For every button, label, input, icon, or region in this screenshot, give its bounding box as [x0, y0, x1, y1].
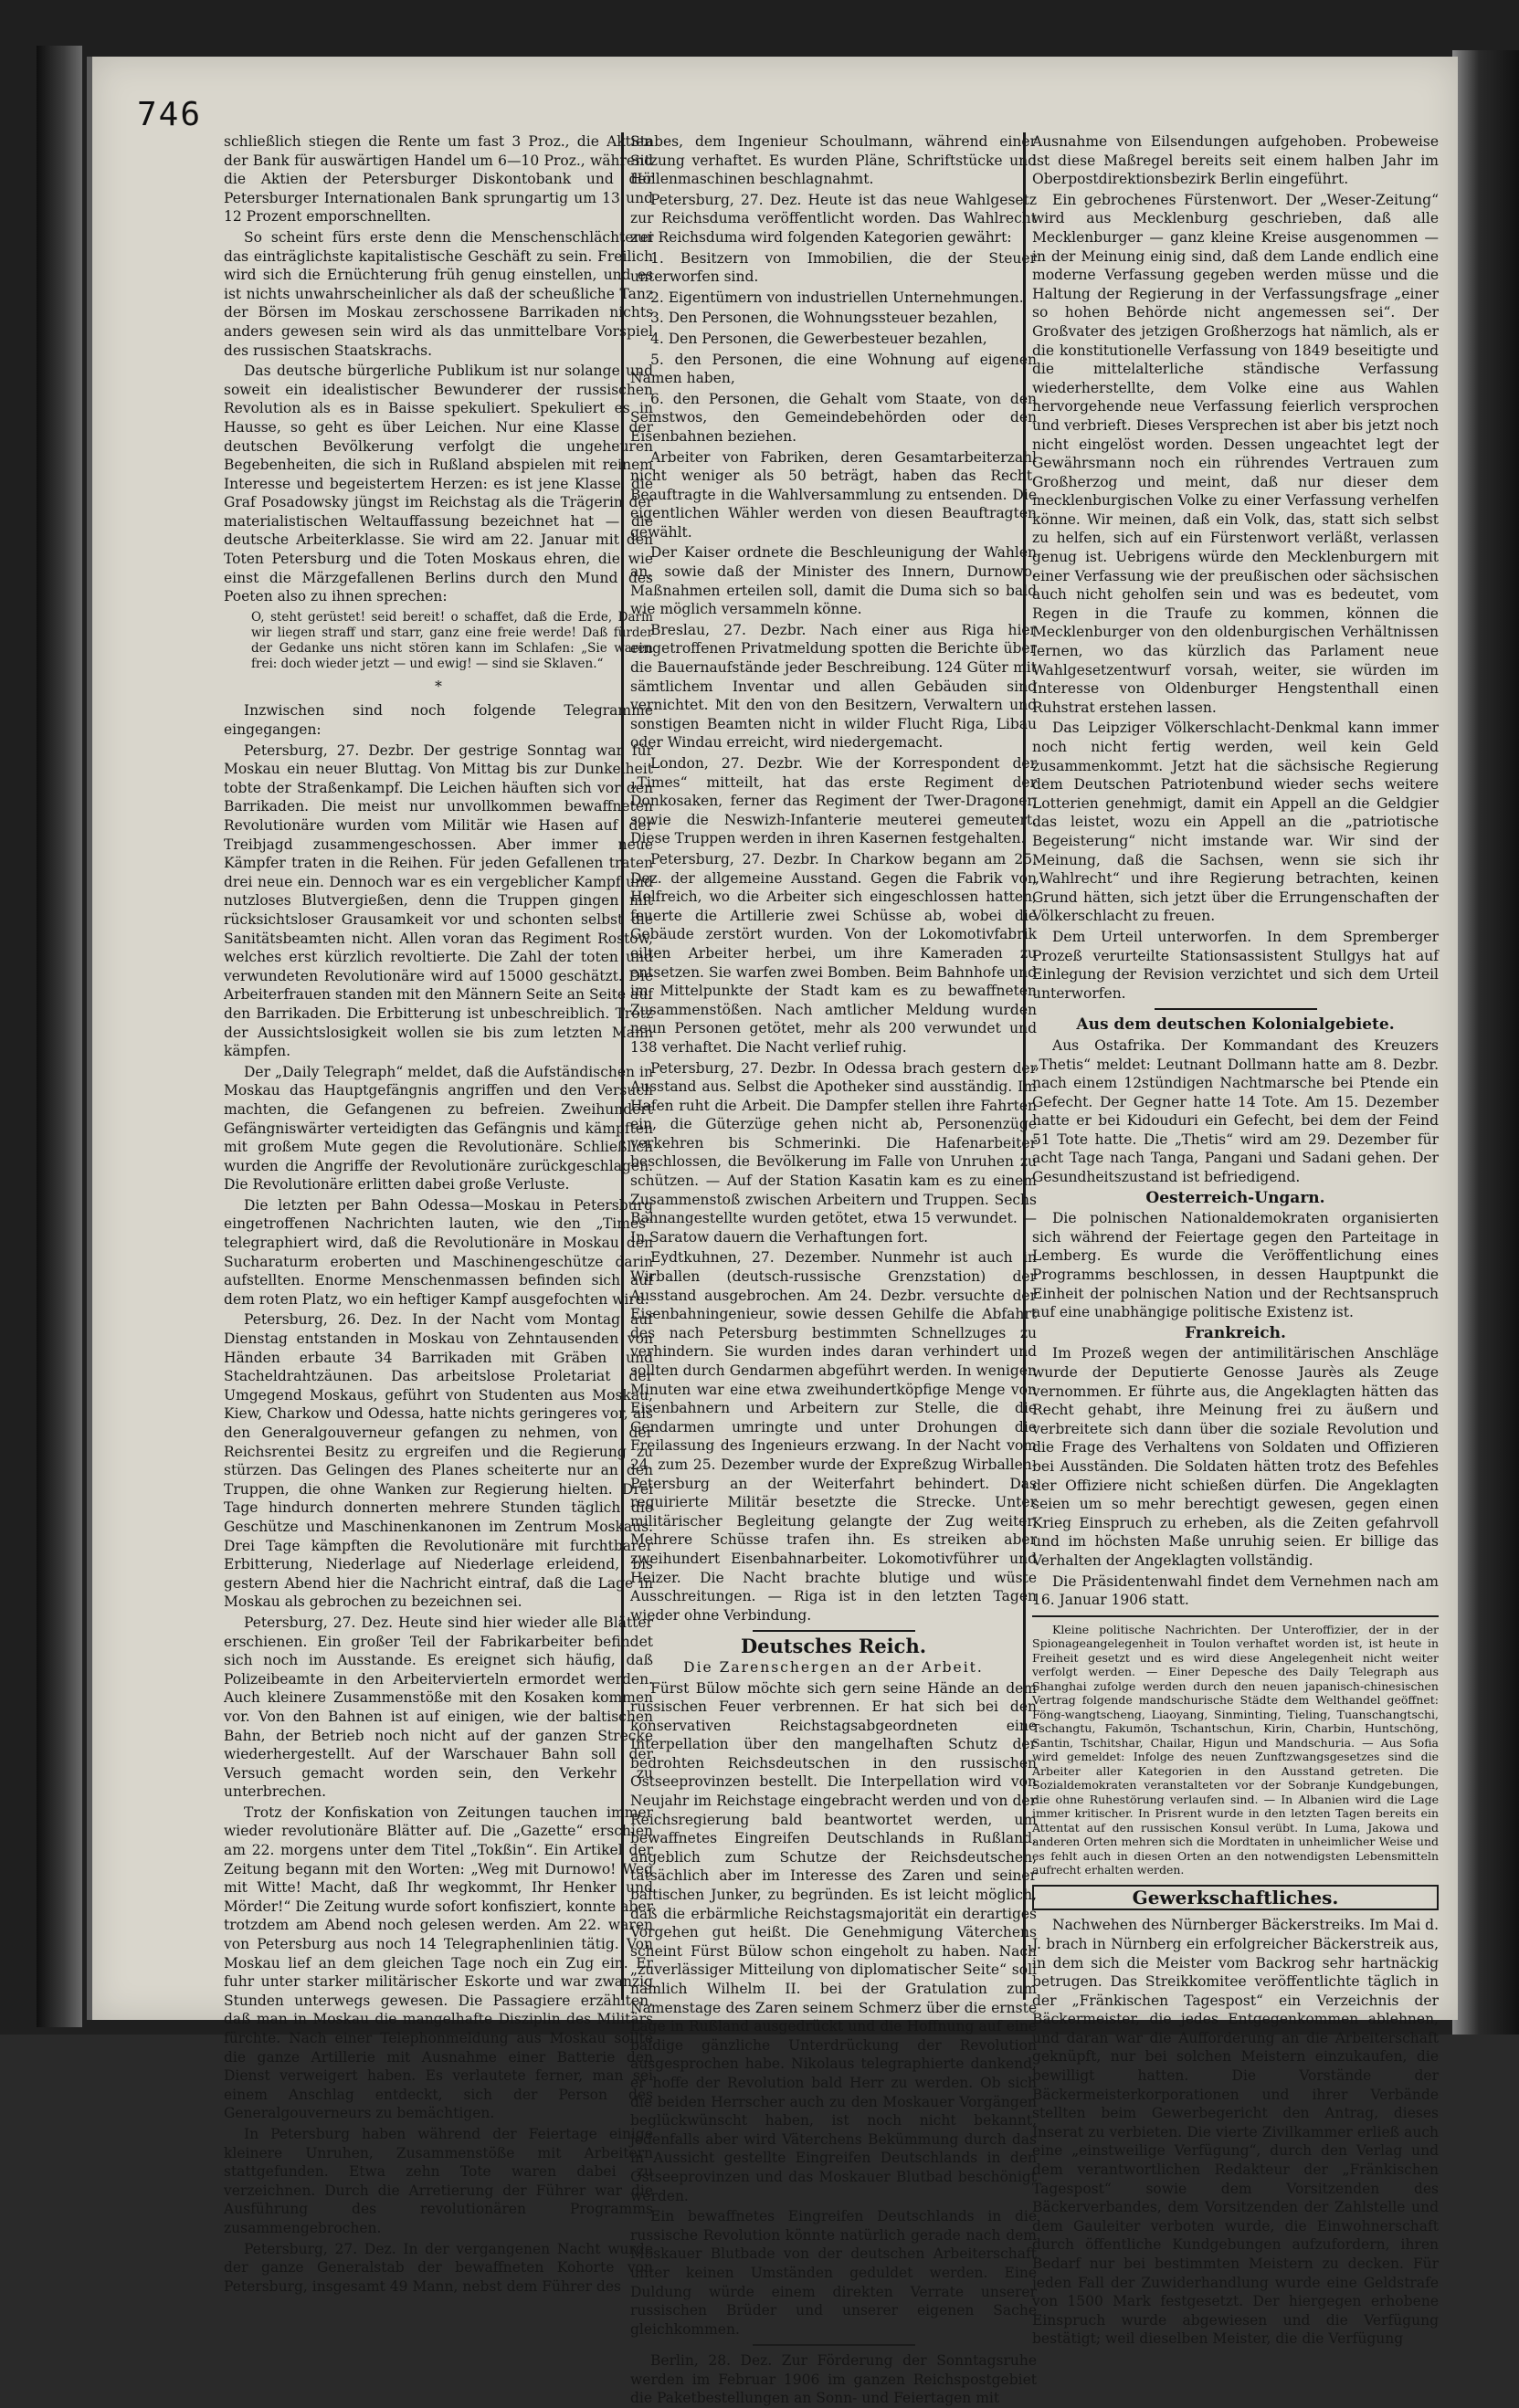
separator: *	[435, 678, 442, 695]
section-heading-oesterreich: Oesterreich-Ungarn.	[1145, 1188, 1325, 1207]
paragraph: Die Präsidentenwahl findet dem Vernehmen nach am 16. Januar 1906 statt.	[1032, 1572, 1439, 1609]
paragraph: Fürst Bülow möchte sich gern seine Hände an dem russischen Feuer verbrennen. Er hat sich bei den konservativen Reichstagsabgeordneten eine Interpellation über den mangelhaften Schutz der bedrohten Reichsdeutschen in den russischen Ostseeprovinzen bestellt. Die Interpellation wird von Neujahr im Reichstage eingebracht werden und von der Reichsregierung bald beantwortet werden, um bewaffnetes Eingreifen Deutschlands in Rußland, angeblich zum Schutze der Reichsdeutschen, tatsächlich aber im Interesse des Zaren und seiner baltischen Junker, zu begründen. Es ist leicht möglich, daß die erbärmliche Reichstagsmajorität ein derartiges Vorgehen gut heißt. Die Genehmigung Väterchens scheint Fürst Bülow schon eingeholt zu haben. Nach „zuverlässiger Mitteilung von diplomatischer Seite“ soll nämlich Wilhelm II. bei der Gratulation zum Namenstage des Zaren seinem Schmerz über die ernste Lage in Rußland ausgedrückt und die Hoffnung auf eine baldige gänzliche Unterdrückung der Revolution ausgesprochen habe. Nikolaus telegraphierte dankend, er hoffe der Revolution bald Herr zu werden. Ob sich die beiden Herrscher auch zu den Moskauer Vorgängen beglückwünscht haben, ist noch nicht bekannt, jedenfalls aber wird Väterchens Bekümmung durch das in Aussicht gestellte Eingreifen Deutschlands in den Ostseeprovinzen und das Moskauer Blutbad beschönigt werden.	[630, 1679, 1037, 2204]
small-print-news: Kleine politische Nachrichten. Der Unteroffizier, der in der Spionageangelegenheit in Toulon verhaftet worden ist, ist heute in Freiheit gesetzt und es wird diese Angelegenheit nicht weiter verfolgt werden. — Einer Depesche des Daily Telegraph aus Shanghai zufolge werden durch den neuen japanisch-chinesischen Vertrag folgende mandschurische Städte dem Welthandel geöffnet: Föng-wangtscheng, Liaoyang, Sinminting, Tieling, Tuanschangtschi, Tschangtu, Fakumön, Tschantschun, Kirin, Charbin, Huntschöng, Santin, Tschitshar, Chailar, Higun und Mandschuria. — Aus Sofia wird gemeldet: Infolge des neuen Zunftzwangsgesetzes sind die Arbeiter aller Kategorien in den Ausstand getreten. Die Sozialdemokraten veranstalteten vor der Sobranje Kundgebungen, die ohne Ruhestörung verlaufen sind. — In Albanien wird die Lage immer kritischer. In Prisrent wurde in den letzten Tagen bereits ein Attentat auf den russischen Konsul verübt. In Luma, Jakowa und anderen Orten mehren sich die Mordtaten in unheimlicher Weise und es fehlt auch in diesen Orten an den notwendigsten Lebensmitteln aufrecht erhalten werden.	[1032, 1622, 1439, 1877]
section-heading-frankreich: Frankreich.	[1185, 1323, 1286, 1342]
book-binding-right	[1452, 50, 1519, 2035]
paragraph: Petersburg, 27. Dez. Heute ist das neue Wahlgesetz zur Reichsduma veröffentlicht worden. Das Wahlrecht zur Reichsduma wird folgenden Kategorien gewährt:	[630, 191, 1037, 246]
paragraph: Das Leipziger Völkerschlacht-Denkmal kann immer noch nicht fertig werden, weil kein Geld zusammenkommt. Jetzt hat die sächsische Regierung dem Deutschen Patriotenbund wieder sechs weitere Lotterien genehmigt, damit ein Appell an die Geldgier das leistet, wozu ein Appell an die „patriotische Begeisterung“ nicht imstande war. Wir sind der Meinung, daß die Sachsen, wenn sie sich ihr „Wahlrecht“ und ihre Regierung betrachten, keinen Grund hätten, sich jetzt über die Errungenschaften der Völkerschlacht zu freuen.	[1032, 720, 1439, 925]
list-item: 6. den Personen, die Gehalt vom Staate, von den Semstwos, den Gemeindebehörden oder den Eisenbahnen beziehen.	[630, 390, 1037, 445]
section-heading-gewerkschaftliches: Gewerkschaftliches.	[1032, 1885, 1439, 1911]
section-rule	[1032, 1615, 1439, 1617]
page-number: 746	[137, 96, 203, 133]
paragraph: Die letzten per Bahn Odessa—Moskau in Petersburg eingetroffenen Nachrichten lauten, wie den „Times“ telegraphiert wird, daß die Revolutionäre in Moskau den Sucharaturm eroberten und Maschinengeschütze darin aufstellten. Enorme Menschenmassen befinden sich auf dem roten Platz, wo ein heftiger Kampf ausgefochten wird.	[224, 1196, 653, 1308]
paragraph: Eydtkuhnen, 27. Dezember. Nunmehr ist auch in Wirballen (deutsch-russische Grenzstation) der Ausstand ausgebrochen. Am 24. Dezbr. versuchte der Eisenbahningenieur, sowie dessen Gehilfe die Abfahrt des nach Petersburg bestimmten Schnellzuges zu verhindern. Sie wurden indes daran verhindert und sollten durch Gendarmen abgeführt werden. In wenigen Minuten war eine etwa zweihundertköpfige Menge von Eisenbahnern und Arbeitern zur Stelle, die die Gendarmen umringte und unter Drohungen die Freilassung des Ingenieurs erzwang. In der Nacht vom 24. zum 25. Dezember wurde der Expreßzug Wirballen-Petersburg an der Weiterfahrt behindert. Das requirierte Militär besetzte die Strecke. Unter militärischer Begleitung gelangte der Zug weiter. Mehrere Schüsse trafen ihn. Es streiken aber zweihundert Eisenbahnarbeiter. Lokomotivführer und Heizer. Die Nacht brachte blutige und wüste Ausschreitungen. — Riga ist in den letzten Tagen wieder ohne Verbindung.	[630, 1249, 1037, 1624]
paragraph: Die polnischen Nationaldemokraten organisierten sich während der Feiertage gegen den Parteitage in Lemberg. Es wurde die Veröffentlichung eines Programms beschlossen, in dessen Hauptpunkt die Einheit der polnischen Nation und der Rechtsanspruch auf eine unabhängige politische Existenz ist.	[1032, 1210, 1439, 1321]
article-subheading: Die Zarenschergen an der Arbeit.	[683, 1658, 984, 1676]
paragraph: schließlich stiegen die Rente um fast 3 Proz., die Aktien der Bank für auswärtigen Handel um 6—10 Proz., während die Aktien der Petersburger Diskontobank und der Petersburger Internationalen Bank sprungartig um 13 und 12 Prozent emporschnellten.	[224, 133, 653, 226]
paragraph: Stabes, dem Ingenieur Schoulmann, während einer Sitzung verhaftet. Es wurden Pläne, Schriftstücke und Höllenmaschinen beschlagnahmt.	[630, 133, 1037, 188]
section-rule	[753, 1630, 915, 1632]
paragraph: Ein bewaffnetes Eingreifen Deutschlands in die russische Revolution könnte natürlich gerade nach dem Moskauer Blutbade von der deutschen Arbeiterschaft unter keinen Umständen geduldet werden. Eine Duldung würde einem direkten Verrate unserer russischen Brüder und unserer eigenen Sache gleichkommen.	[630, 2208, 1037, 2338]
paragraph: Petersburg, 27. Dez. In der vergangenen Nacht wurde der ganze Generalstab der bewaffneten Kohorte von Petersburg, insgesamt 49 Mann, nebst dem Führer des	[224, 2240, 653, 2295]
paragraph: Der „Daily Telegraph“ meldet, daß die Aufständischen in Moskau das Hauptgefängnis angriffen und den Versuch machten, die Gefangenen zu befreien. Zweihundert Gefängniswärter verteidigten das Gefängnis und kämpften mit großem Mute gegen die Revolutionäre. Schließlich wurden die Angriffe der Revolutionäre zurückgeschlagen. Die Revolutionäre erlitten dabei große Verluste.	[224, 1063, 653, 1193]
paragraph: Breslau, 27. Dezbr. Nach einer aus Riga hier eingetroffenen Privatmeldung spotten die Berichte über die Bauernaufstände jeder Beschreibung. 124 Güter mit sämtlichem Inventar und allen Gebäuden sind vernichtet. Mit den von den Besitzern, Verwaltern und sonstigen Beamten nicht in wilder Flucht Riga, Libau oder Windau erreicht, wird niedergemacht.	[630, 621, 1037, 752]
paragraph: Petersburg, 27. Dez. Heute sind hier wieder alle Blätter erschienen. Ein großer Teil der Fabrikarbeiter befindet sich noch im Ausstande. Es ereignet sich häufig, daß Polizeibeamte in den Arbeitervierteln ermordet werden. Auch kleinere Zusammenstöße mit den Kosaken kommen vor. Von den Bahnen ist auf einigen, wie der baltischen Bahn, der Betrieb noch nicht auf der ganzen Strecke wiederhergestellt. Auf der Warschauer Bahn soll der Versuch gemacht worden sein, den Verkehr zu unterbrechen.	[224, 1614, 653, 1801]
column-2	[630, 132, 1037, 2407]
list-item: 2. Eigentümern von industriellen Unternehmungen.	[650, 289, 1024, 306]
section-heading-kolonial: Aus dem deutschen Kolonialgebiete.	[1076, 1015, 1395, 1035]
paragraph: London, 27. Dezbr. Wie der Korrespondent der „Times“ mitteilt, hat das erste Regiment der Donkosaken, ferner das Regiment der Twer-Dragoner, sowie die Neswizh-Infanterie meuterei gemeutert. Diese Truppen werden in ihren Kasernen festgehalten.	[630, 755, 1037, 847]
paragraph: Petersburg, 27. Dezbr. In Charkow begann am 25. Dez. der allgemeine Ausstand. Gegen die Fabrik von Helfreich, wo die Arbeiter sich eingeschlossen hatten, feuerte die Artillerie zwei Schüsse ab, wobei die Gebäude zerstört wurden. Von der Lokomotivfabrik eilten Arbeiter herbei, um ihre Kameraden zu entsetzen. Sie warfen zwei Bomben. Beim Bahnhofe und im Mittelpunkte der Stadt kam es zu bewaffneten Zusammenstößen. Nach amtlicher Meldung wurden neun Personen getötet, mehr als 200 verwundet und 138 verhaftet. Die Nacht verlief ruhig.	[630, 850, 1037, 1056]
paragraph: Der Kaiser ordnete die Beschleunigung der Wahlen an, sowie daß der Minister des Innern, Durnowo, Maßnahmen erteilen soll, damit die Duma sich so bald wie möglich versammeln könne.	[630, 544, 1037, 618]
paragraph: Im Prozeß wegen der antimilitärischen Anschläge wurde der Deputierte Genosse Jaurès als Zeuge vernommen. Er führte aus, die Angeklagten hätten das Recht gehabt, ihre Meinung frei zu äußern und verbreitete sich dann über die soziale Revolution und die Frage des Verhaltens von Soldaten und Offizieren bei Ausständen. Die Soldaten hätten trotz des Befehles der Offiziere nicht schießen dürfen. Die Angeklagten seien um so mehr berechtigt gewesen, gegen einen Krieg Einspruch zu erheben, als die Zeiten gefahrvoll und im höchsten Maße unruhig seien. Er billige das Verhalten der Angeklagten vollständig.	[1032, 1345, 1439, 1569]
paragraph: So scheint fürs erste denn die Menschenschlächterei das einträglichste kapitalistische Geschäft zu sein. Freilich wird sich die Ernüchterung früh genug einstellen, und es ist nichts unwahrscheinlicher als daß der scheußliche Tanz der Börsen im Moskau zerschossene Barrikaden nichts anders gewesen sein wird als das unmittelbare Vorspiel des russischen Staatskrachs.	[224, 228, 653, 359]
paragraph: Petersburg, 27. Dezbr. In Odessa brach gestern der Ausstand aus. Selbst die Apotheker sind ausständig. Im Hafen ruht die Arbeit. Die Dampfer stellen ihre Fahrten ein, die Güterzüge gehen nicht ab, Personenzüge verkehren bis Schmerinki. Die Hafenarbeiter beschlossen, die Bevölkerung im Falle von Unruhen zu schützen. — Auf der Station Kasatin kam es zu einem Zusammenstoß zwischen Arbeitern und Truppen. Sechs Bahnangestellte wurden getötet, etwa 15 verwundet. — In Saratow dauern die Verhaftungen fort.	[630, 1059, 1037, 1246]
paragraph: Ausnahme von Eilsendungen aufgehoben. Probeweise ist diese Maßregel bereits seit einem halben Jahr im Oberpostdirektionsbezirk Berlin eingeführt.	[1032, 133, 1439, 188]
paragraph: Berlin, 28. Dez. Zur Förderung der Sonntagsruhe werden im Februar 1906 im ganzen Reichspostgebiet die Paketbestellungen an Sonn- und Feiertagen mit	[630, 2352, 1037, 2407]
column-3	[1032, 132, 1439, 2348]
poem-quote: O, steht gerüstet! seid bereit! o schaffet, daß die Erde, Darin wir liegen straff und starr, ganz eine freie werde! Daß fürder der Gedanke uns nicht stören kann im Schlafen: „Sie waren frei: doch wieder jetzt — und ewig! — sind sie Sklaven.“	[251, 609, 653, 671]
paragraph: Petersburg, 27. Dezbr. Der gestrige Sonntag war für Moskau ein neuer Bluttag. Von Mittag bis zur Dunkelheit tobte der Straßenkampf. Die Leichen häuften sich vor den Barrikaden. Die meist nur unvollkommen bewaffneten Revolutionäre wurden vom Militär wie Hasen auf der Treibjagd zusammengeschossen. Aber immer neue Kämpfer traten in die Reihen. Für jeden Gefallenen traten drei neue ein. Dennoch war es ein vergeblicher Kampf und nutzloses Blutvergießen, denn die Truppen gingen mit rücksichtsloser Grausamkeit vor und schonten selbst die Sanitätsbeamten nicht. Allen voran das Regiment Rostow, welches erst kürzlich revoltierte. Die Zahl der toten und verwundeten Revolutionäre wird auf 15000 geschätzt. Die Arbeiterfrauen standen mit den Männern Seite an Seite auf den Barrikaden. Die Erbitterung ist unbeschreiblich. Trotz der Aussichtslosigkeit wollen sie bis zum letzten Mann kämpfen.	[224, 741, 653, 1060]
paragraph: Aus Ostafrika. Der Kommandant des Kreuzers „Thetis“ meldet: Leutnant Dollmann hatte am 8. Dezbr. nach einem 12stündigen Nachtmarsche bei Ptende ein Gefecht. Der Gegner hatte 14 Tote. Am 15. Dezember hatte er bei Kidouduri ein Gefecht, bei dem der Feind 51 Tote hatte. Die „Thetis“ wird am 29. Dezember für acht Tage nach Tanga, Pangani und Sadani gehen. Der Gesundheitszustand ist befriedigend.	[1032, 1036, 1439, 1186]
paragraph: Petersburg, 26. Dez. In der Nacht vom Montag auf Dienstag entstanden in Moskau von Zehntausenden von Händen erbaute 34 Barrikaden mit Gräben und Stacheldrahtzäunen. Das arbeitslose Proletariat der Umgegend Moskaus, geführt von Studenten aus Moskau, Kiew, Charkow und Odessa, hatte nichts geringeres vor, als den Generalgouverneur gefangen zu nehmen, von der Reichsrentei Besitz zu ergreifen und die Regierung zu stürzen. Das Gelingen des Planes scheiterte nur an den Truppen, die ohne Wanken zur Regierung hielten. Drei Tage hindurch donnerten mehrere Stunden täglich die Geschütze und Maschinenkanonen im Zentrum Moskaus. Drei Tage kämpften die Revolutionäre mit furchtbarer Erbitterung, Niederlage auf Niederlage erleidend, bis gestern Abend hier die Nachricht eintraf, daß die Lage in Moskau als gebrochen zu bezeichnen sei.	[224, 1311, 653, 1611]
paragraph: Nachwehen des Nürnberger Bäckerstreiks. Im Mai d. J. brach in Nürnberg ein erfolgreicher Bäckerstreik aus, in dem sich die Meister vom Backrog sehr hartnäckig betrugen. Das Streikkomitee veröffentlichte täglich in der „Fränkischen Tagespost“ ein Verzeichnis der Bäckermeister, die jedes Entgegenkommen ablehnen, und daran war die Aufforderung an die Arbeiterschaft geknüpft, nur bei solchen Meistern einzukaufen, die bewilligt hatten. Die Vorstände der Bäckermeisterkorporationen und ihrer Verbände stellten beim Gewerbegericht den Antrag, dieses Inserat zu verbieten. Die vierte Zivilkammer erließ auch eine „einstweilige Verfügung“, durch den Verlag und dem verantwortlichen Redakteur der „Fränkischen Tagespost“ sowie dem Vorsitzenden des Bäckerverbandes, dem Vorsitzenden der Zahlstelle und dem Gauleiter verboten wurde, die Einwohnerschaft durch öffentliche Kundgebungen aufzufordern, ihren Bedarf nur bei bestimmten Meistern zu decken. Für jeden Fall der Zuwiderhandlung wurde eine Geldstrafe von 1500 Mark festgesetzt. Der hiergegen erhobene Einspruch wurde abgewiesen und die Verfügung bestätigt; weil dieselben Meister, die die Verfügung	[1032, 1917, 1439, 2348]
paragraph: In Petersburg haben während der Feiertage einige kleinere Unruhen, Zusammenstöße mit Arbeitern stattgefunden. Etwa zehn Tote waren dabei zu verzeichnen. Durch die Arretierung der Führer war die Ausführung des revolutionären Programms zusammengebrochen.	[224, 2125, 653, 2236]
paragraph: Arbeiter von Fabriken, deren Gesamtarbeiterzahl nicht weniger als 50 beträgt, haben das Recht, Beauftragte in die Wahlversammlung zu entsenden. Die eigentlichen Wähler werden von diesen Beauftragten gewählt.	[630, 448, 1037, 541]
list-item: 5. den Personen, die eine Wohnung auf eigenen Namen haben,	[630, 351, 1037, 387]
paragraph: Inzwischen sind noch folgende Telegramme eingegangen:	[224, 702, 653, 739]
section-heading-deutsches-reich: Deutsches Reich.	[740, 1635, 927, 1658]
paragraph: Das deutsche bürgerliche Publikum ist nur solange und soweit ein idealistischer Bewunderer der russischen Revolution als es in Baisse spekuliert. Spekuliert es in Hausse, so geht es über Leichen. Nur eine Klasse der deutschen Bevölkerung verfolgt die ungeheuren Begebenheiten, die sich in Rußland abspielen mit reinem Interesse und begeistertem Herzen: es ist jene Klasse, die Graf Posadowsky jüngst im Reichstag als die Trägerin der materialistischen Weltauffassung bezeichnet hat — die deutsche Arbeiterklasse. Sie wird am 22. Januar mit den Toten Petersburg und die Toten Moskaus ehren, die wie einst die Märzgefallenen Berlins durch den Mund des Poeten also zu ihnen sprechen:	[224, 363, 653, 605]
section-rule	[1155, 1008, 1317, 1010]
list-item: 4. Den Personen, die Gewerbesteuer bezahlen,	[650, 330, 987, 347]
paragraph: Ein gebrochenes Fürstenwort. Der „Weser-Zeitung“ wird aus Mecklenburg geschrieben, daß alle Mecklenburger — ganz kleine Kreise ausgenommen — in der Meinung einig sind, daß dem Lande endlich eine moderne Verfassung gegeben werden müsse und die Haltung der Regierung in der Verfassungsfrage „einer so hohen Behörde nicht angemessen sei“. Der Großvater des jetzigen Großherzogs hat nämlich, als er die konstitutionelle Verfassung von 1849 beseitigte und die mittelalterliche ständische Verfassung wiederherstellte, dem Volke eine aus Wahlen hervorgehende neue Verfassung feierlich versprochen und verbrieft. Dieses Versprechen ist aber bis jetzt noch nicht eingelöst worden. Dessen ungeachtet legt der Gewährsmann noch ein rührendes Vertrauen zum Großherzog und meint, daß nur dieser dem mecklenburgischen Volke zu einer Verfassung verhelfen könne. Wir meinen, daß ein Volk, das, statt sich selbst zu helfen, sich auf ein Fürstenwort verläßt, verlassen genug ist. Uebrigens würde den Mecklenburgern mit einer Verfassung wie der preußischen oder sächsischen auch nicht geholfen sein und was es bedeutet, vom Regen in die Traufe zu kommen, können die Mecklenburger von den oldenburgischen Verhältnissen lernen, wo das kürzlich das Parlament neue Wahlgesetzentwurf vorsah, weiter, sie würden im Interesse von Oldenburger Hengstenthall einen Ruhstrat erstehen lassen.	[1032, 191, 1439, 716]
book-binding-left	[37, 46, 82, 2027]
column-1	[224, 132, 653, 2295]
list-item: 1. Besitzern von Immobilien, die der Steuer unterworfen sind.	[630, 249, 1037, 286]
paragraph: Trotz der Konfiskation von Zeitungen tauchen immer wieder revolutionäre Blätter auf. Die „Gazette“ erschien am 22. morgens unter dem Titel „Tokßin“. Ein Artikel der Zeitung begann mit den Worten: „Weg mit Durnowo! Weg mit Witte! Macht, daß Ihr wegkommt, Ihr Henker und Mörder!“ Die Zeitung wurde sofort konfisziert, konnte aber trotzdem am Abend noch gelesen werden. Am 22. waren von Petersburg aus noch 14 Telegraphenlinien tätig. Von Moskau lief an dem gleichen Tage noch ein Zug ein. Er fuhr unter starker militärischer Eskorte und war zwanzig Stunden unterwegs gewesen. Die Passagiere erzählten, daß man in Moskau die mangelhafte Disziplin des Militärs fürchte. Nach einer Telephonmeldung aus Moskau sollte die ganze Artillerie mit Ausnahme einer Batterie den Dienst verweigert haben. Es verlautete ferner, man sei einem Anschlag entdeckt, sich der Person des Generalgouverneurs zu bemächtigen.	[224, 1803, 653, 2122]
list-item: 3. Den Personen, die Wohnungssteuer bezahlen,	[650, 310, 998, 327]
paragraph: Dem Urteil unterworfen. In dem Spremberger Prozeß verurteilte Stationsassistent Stullgys hat auf Einlegung der Revision verzichtet und sich dem Urteil unterworfen.	[1032, 928, 1439, 1002]
section-rule	[753, 2344, 915, 2346]
